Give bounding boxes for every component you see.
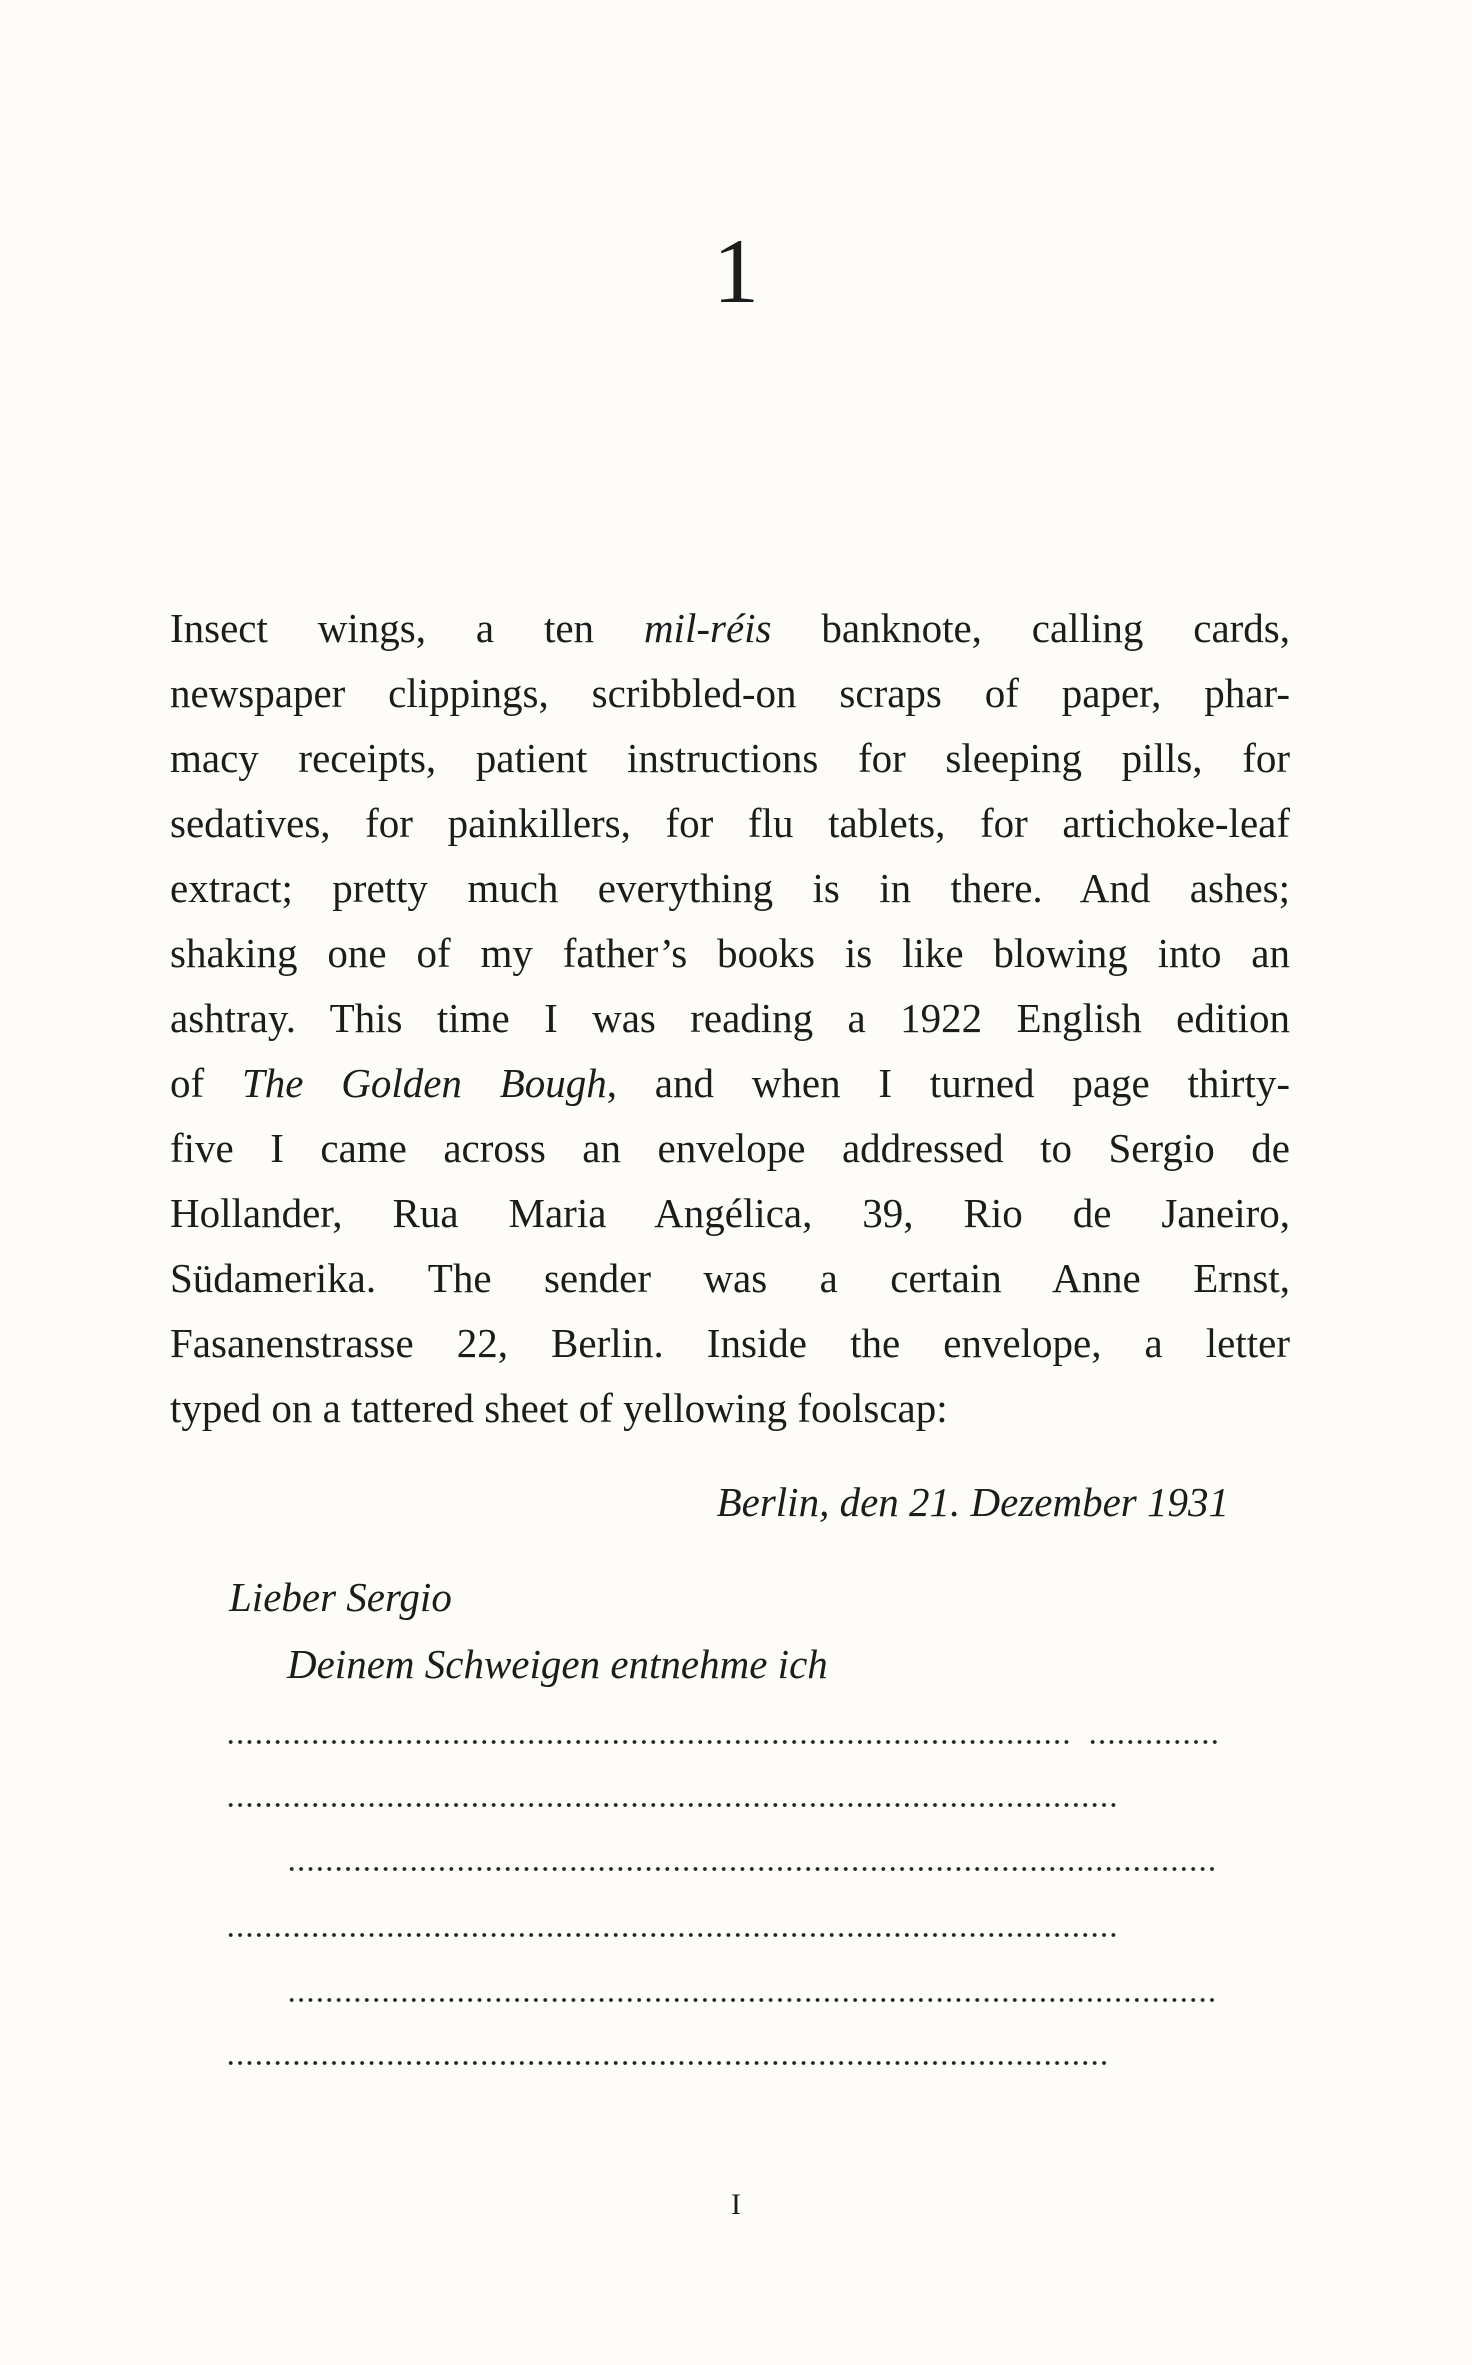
chapter-number: 1 [713,220,759,322]
body-text [170,596,1290,1441]
text-line [170,596,1290,661]
text-run: banknote, calling cards, [771,605,1290,651]
text-run: of [170,1060,242,1106]
text-line: Fasanenstrasse 22, Berlin. Inside the envelope, a letter [170,1320,1290,1366]
text-line: Südamerika. The sender was a certain Anne Ernst, [170,1255,1290,1301]
letter-opening: Deinem Schweigen entnehme ich [287,1641,828,1687]
elided-line [226,1802,1116,1808]
text-line: newspaper clippings, scribbled-on scraps of paper, phar- [170,670,1290,716]
italic-term: mil-réis [643,605,772,651]
text-line: extract; pretty much everything is in there. And ashes; [170,865,1290,911]
elided-line [226,1739,1072,1745]
elided-line [287,1866,1219,1872]
elided-line [226,1932,1116,1938]
page-number: I [731,2188,741,2221]
book-title: The Golden Bough [241,1060,607,1106]
text-line: five I came across an envelope addressed to Sergio de [170,1125,1290,1171]
text-run: , and when I turned page thirty- [606,1060,1290,1106]
text-line: macy receipts, patient instructions for sleeping pills, for [170,735,1290,781]
text-line: ashtray. This time I was reading a 1922 English edition [170,995,1290,1041]
text-line: sedatives, for painkillers, for flu tablets, for artichoke-leaf [170,800,1290,846]
elided-line [226,2060,1108,2066]
text-run: Insect wings, a ten [170,605,644,651]
letter-salutation: Lieber Sergio [229,1574,452,1620]
elided-line [1088,1739,1222,1745]
text-line: Hollander, Rua Maria Angélica, 39, Rio de Janeiro, [170,1190,1290,1236]
letter-date: Berlin, den 21. Dezember 1931 [716,1479,1229,1525]
text-line [170,1051,1290,1116]
text-line: shaking one of my father’s books is like blowing into an [170,930,1290,976]
text-line: typed on a tattered sheet of yellowing foolscap: [170,1385,948,1431]
elided-line [287,1997,1219,2003]
